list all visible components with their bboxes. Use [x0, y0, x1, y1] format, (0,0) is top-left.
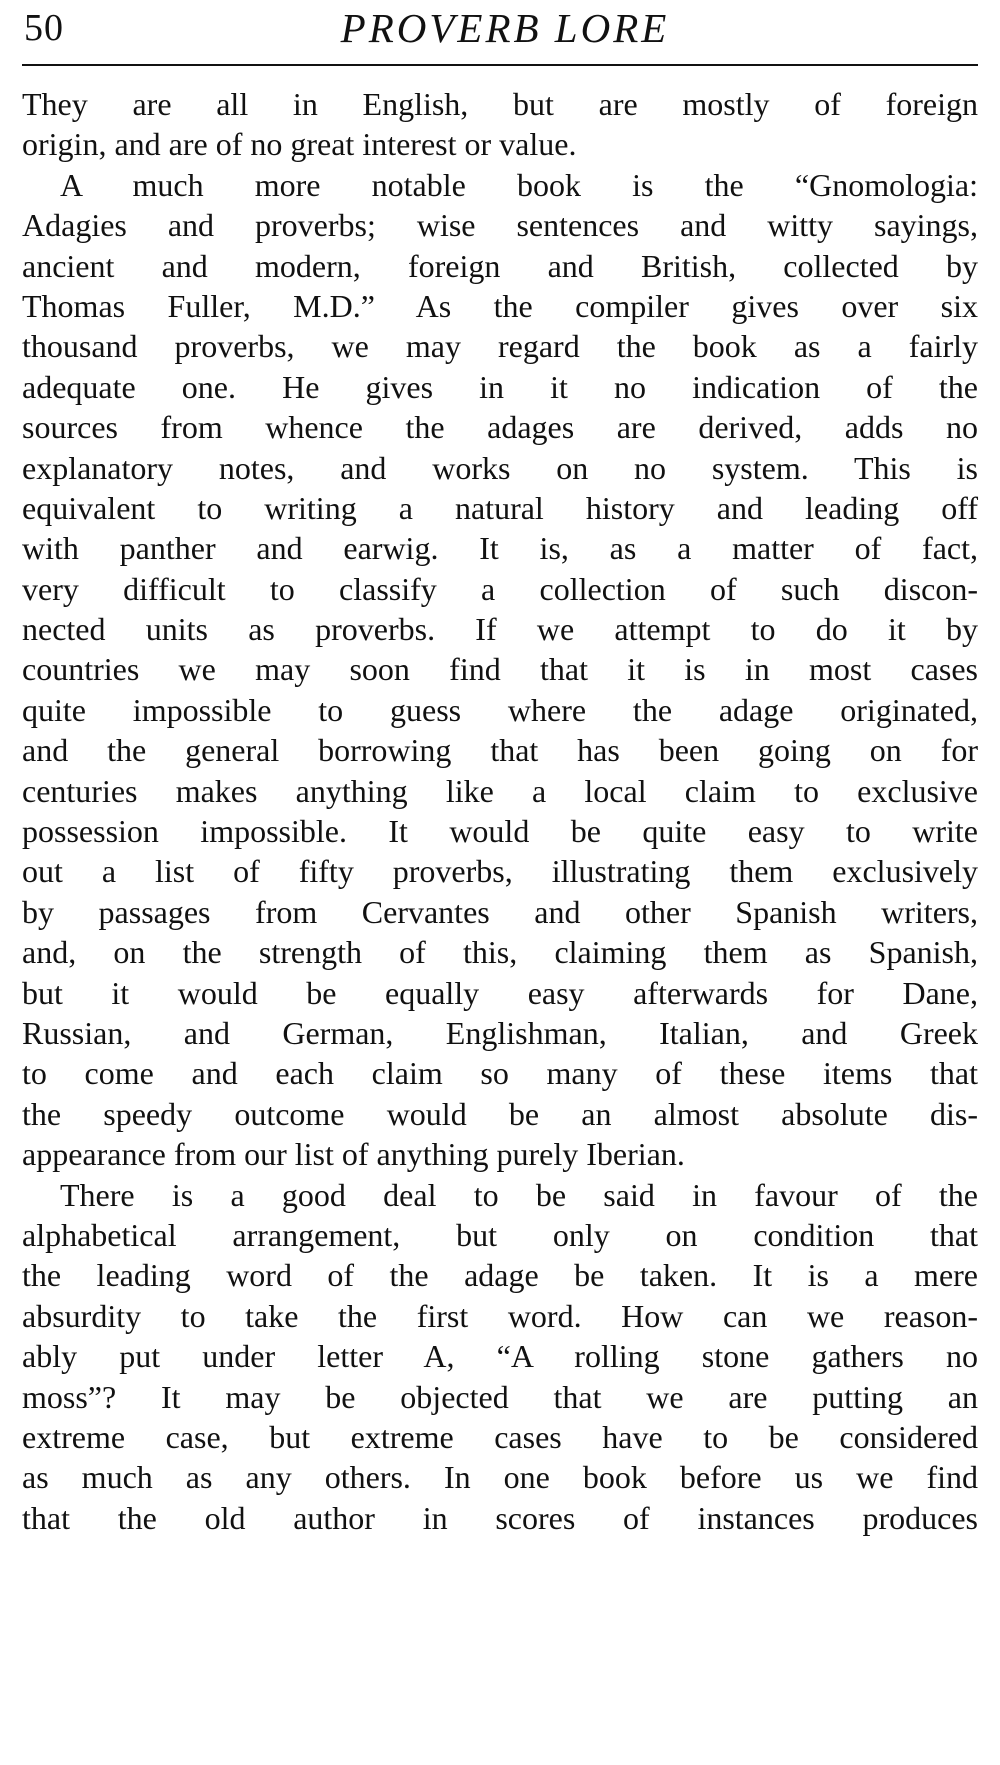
text-line: and the general borrowing that has been going on for — [22, 732, 978, 769]
text-line: moss”? It may be objected that we are putting an — [22, 1378, 978, 1415]
text-line: explanatory notes, and works on no system. This is — [22, 449, 978, 486]
text-line: that the old author in scores of instances produces — [22, 1499, 978, 1536]
text-line: nected units as proverbs. If we attempt to do it by — [22, 611, 978, 648]
text-line: alphabetical arrangement, but only on condition that — [22, 1216, 978, 1253]
body-text — [22, 84, 978, 1538]
text-line: but it would be equally easy afterwards for Dane, — [22, 974, 978, 1011]
text-line: centuries makes anything like a local claim to exclusive — [22, 772, 978, 809]
text-line: possession impossible. It would be quite easy to write — [22, 813, 978, 850]
book-page — [22, 0, 978, 1765]
text-line: as much as any others. In one book before us we find — [22, 1459, 978, 1496]
text-line: ably put under letter A, “A rolling stone gathers no — [22, 1338, 978, 1375]
text-line: extreme case, but extreme cases have to be considered — [22, 1418, 978, 1455]
text-line: sources from whence the adages are derived, adds no — [22, 409, 978, 446]
text-line: adequate one. He gives in it no indication of the — [22, 368, 978, 405]
text-line: equivalent to writing a natural history and leading off — [22, 489, 978, 526]
text-line: very difficult to classify a collection of such discon- — [22, 570, 978, 607]
running-title: PROVERB LORE — [340, 5, 670, 51]
paragraph-first-line: A much more notable book is the “Gnomologia: — [60, 166, 978, 203]
text-line: Adagies and proverbs; wise sentences and witty sayings, — [22, 207, 978, 244]
text-line: with panther and earwig. It is, as a matter of fact, — [22, 530, 978, 567]
text-line: quite impossible to guess where the adage originated, — [22, 691, 978, 728]
text-line: the speedy outcome would be an almost absolute dis- — [22, 1095, 978, 1132]
text-line: They are all in English, but are mostly of foreign — [22, 86, 978, 122]
text-line: origin, and are of no great interest or value. — [22, 126, 577, 163]
page-number: 50 — [24, 7, 64, 49]
text-line: Russian, and German, Englishman, Italian, and Greek — [22, 1014, 978, 1051]
text-line: the leading word of the adage be taken. It is a mere — [22, 1257, 978, 1294]
text-line: out a list of fifty proverbs, illustrating them exclusively — [22, 853, 978, 890]
running-head — [22, 0, 978, 66]
text-line: ancient and modern, foreign and British, collected by — [22, 247, 978, 284]
text-line: appearance from our list of anything purely Iberian. — [22, 1136, 685, 1173]
text-line: absurdity to take the first word. How can we reason- — [22, 1297, 978, 1334]
text-line: Thomas Fuller, M.D.” As the compiler gives over six — [22, 287, 978, 324]
text-line: to come and each claim so many of these items that — [22, 1055, 978, 1092]
paragraph-first-line: There is a good deal to be said in favour of the — [60, 1176, 978, 1213]
text-line: and, on the strength of this, claiming them as Spanish, — [22, 934, 978, 971]
text-line: countries we may soon find that it is in most cases — [22, 651, 978, 688]
text-line: thousand proverbs, we may regard the book as a fairly — [22, 328, 978, 365]
header-rule — [22, 64, 978, 66]
text-line: by passages from Cervantes and other Spanish writers, — [22, 893, 978, 930]
